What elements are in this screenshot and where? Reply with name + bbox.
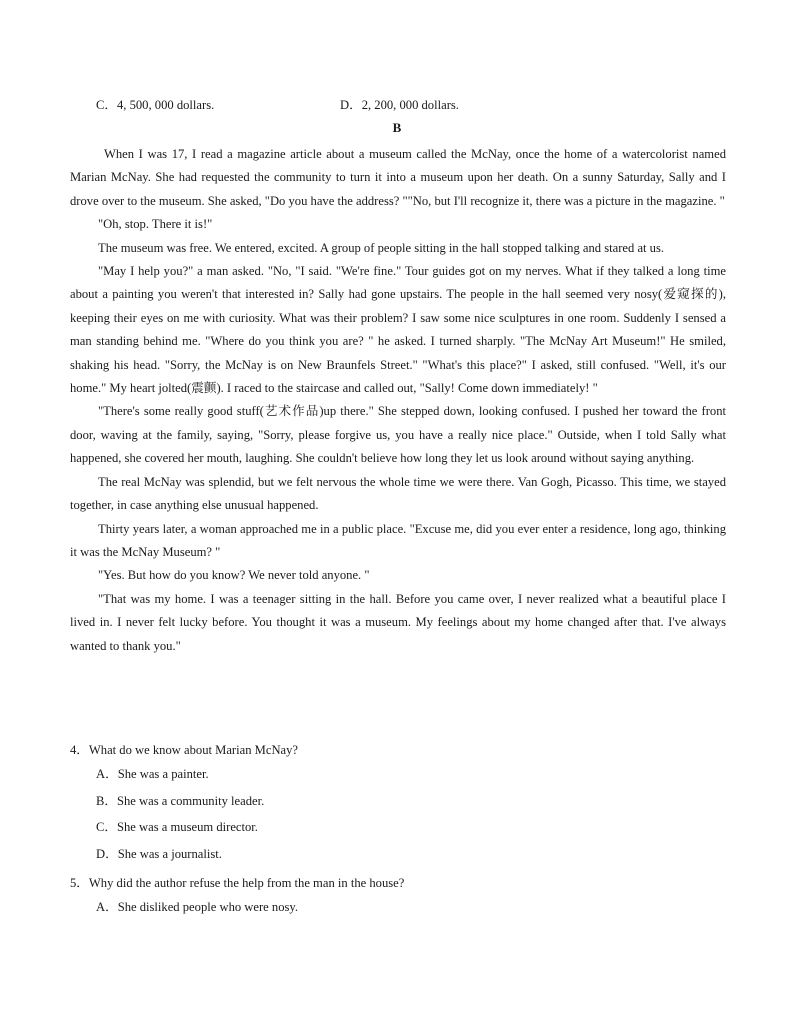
reading-passage [70, 143, 726, 658]
question-stem: 5．Why did the author refuse the help from the man in the house? [70, 876, 405, 890]
answer-option-d: D．She was a journalist. [96, 846, 222, 861]
question-stem: 4．What do we know about Marian McNay? [70, 743, 299, 757]
passage-paragraph: The museum was free. We entered, excited. A group of people sitting in the hall stopped talking and stared at us. [98, 240, 665, 255]
option-c: C．4, 500, 000 dollars. [96, 98, 215, 112]
answer-option-b: B．She was a community leader. [96, 793, 265, 808]
question-4 [70, 741, 726, 871]
passage-paragraph: The real McNay was splendid, but we felt nervous the whole time we were there. Van Gogh, Picasso. This time, we stayed together, in case anything else unusual happened. [70, 474, 726, 513]
question-5 [70, 874, 726, 925]
section-heading: B [392, 120, 402, 135]
previous-question-options [96, 94, 696, 112]
question-list [70, 741, 726, 925]
passage-paragraph: "That was my home. I was a teenager sitting in the hall. Before you came over, I never realized what a beautiful place I lived in. I never felt lucky before. You thought it was a museum. My feelings about my home changed after that. I've always wanted to thank you." [70, 591, 726, 653]
option-d: D．2, 200, 000 dollars. [340, 98, 459, 112]
passage-paragraph: When I was 17, I read a magazine article about a museum called the McNay, once the home of a watercolorist named Marian McNay. She had requested the community to turn it into a museum upon her death. On a sunny Saturday, Sally and I drove over to the museum. She asked, "Do you have the address? ""No, but I'll recognize it, there was a picture in the magazine. " [70, 147, 726, 208]
passage-paragraph: "May I help you?" a man asked. "No, "I said. "We're fine." Tour guides got on my nerves. What if they talked a long time about a painting you weren't that interested in? Sally had gone upstairs. The people in the hall seemed very nosy(爱窥探的), keeping their eyes on me with curiosity. What was their problem? I saw some nice sculptures in one room. Suddenly I sensed a man standing behind me. "Where do you think you are? " he asked. I turned sharply. "The McNay Art Museum!" He smiled, shaking his head. "Sorry, the McNay is on New Braunfels Street." "What's this place?" I asked, still confused. "Well, it's our home." My heart jolted(震颤). I raced to the staircase and called out, "Sally! Come down immediately! " [70, 264, 726, 396]
answer-option-c: C．She was a museum director. [96, 820, 258, 834]
passage-paragraph: "Oh, stop. There it is!" [98, 217, 213, 232]
passage-paragraph: "There's some really good stuff(艺术作品)up there." She stepped down, looking confused. I pushed her toward the front door, waving at the family, saying, "Sorry, please forgive us, you have a really nice place." Outside, when I told Sally what happened, she covered her mouth, laughing. She couldn't believe how long they let us look around without saying anything. [70, 404, 726, 466]
passage-paragraph: Thirty years later, a woman approached me in a public place. "Excuse me, did you ever enter a residence, long ago, thinking it was the McNay Museum? " [70, 521, 726, 559]
passage-paragraph: "Yes. But how do you know? We never told anyone. " [98, 568, 370, 583]
answer-option-a: A．She disliked people who were nosy. [96, 900, 299, 914]
answer-option-a: A．She was a painter. [96, 767, 209, 781]
